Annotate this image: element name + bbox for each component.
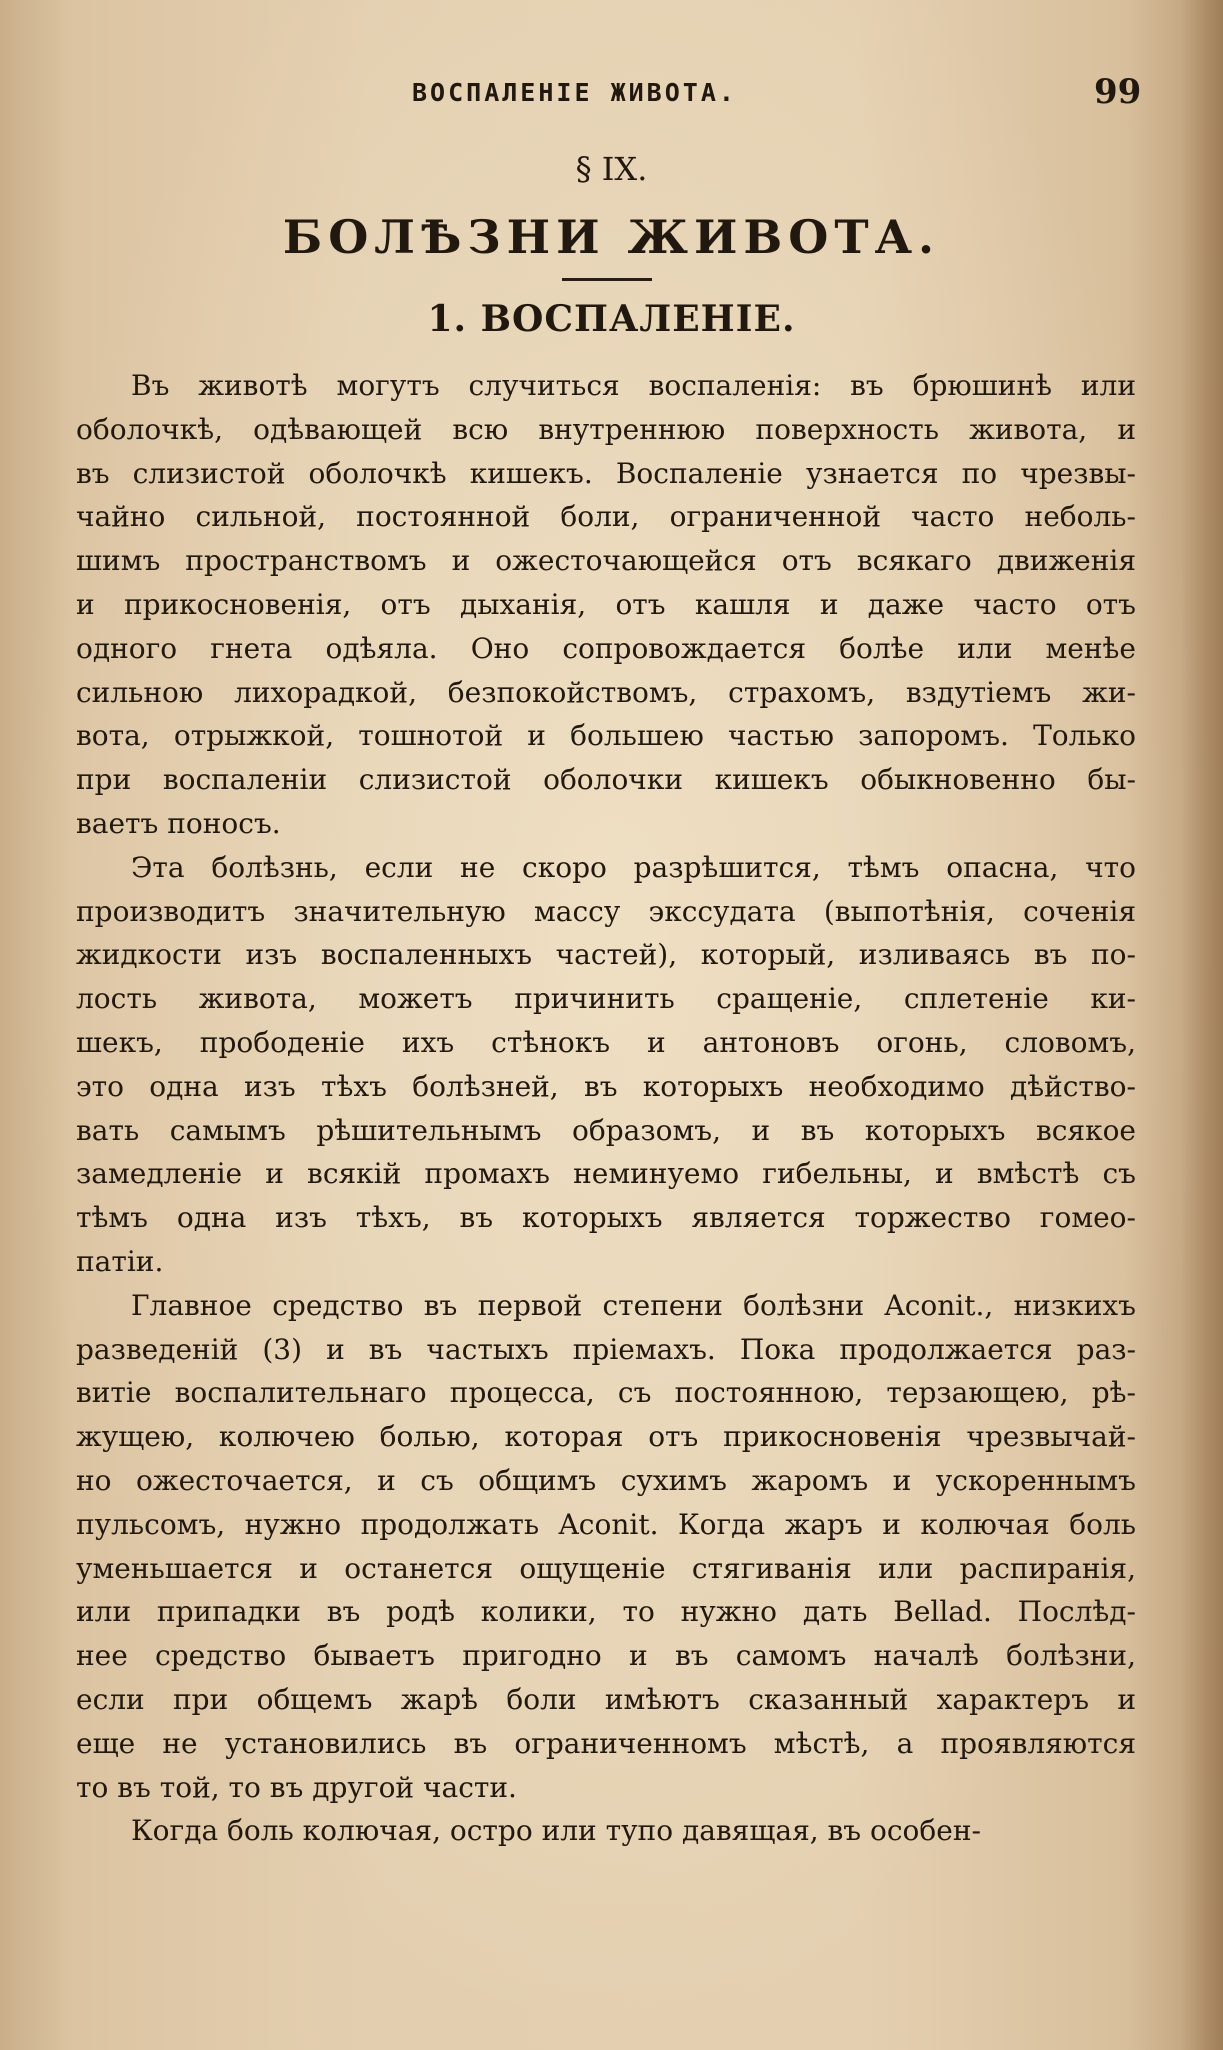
text-line: это одна изъ тѣхъ болѣзней, въ которыхъ необходимо дѣйство- [76,1069,1136,1103]
text-line: Когда боль колючая, остро или тупо давящая, въ особен- [131,1814,981,1848]
paragraph [76,1284,1136,1810]
text-line: жидкости изъ воспаленныхъ частей), который, изливаясь въ по- [76,938,1136,972]
chapter-title: БОЛѢЗНИ ЖИВОТА. [282,210,941,264]
text-line: разведеній (3) и въ частыхъ пріемахъ. Пока продолжается раз- [76,1332,1136,1366]
text-line: производитъ значительную массу экссудата (выпотѣнія, соченія [76,894,1136,928]
text-line: чайно сильной, постоянной боли, ограниченной часто неболь- [76,500,1136,534]
paragraph [76,364,1136,846]
text-line: витіе воспалительнаго процесса, съ постоянною, терзающею, рѣ- [76,1376,1136,1410]
page-number: 99 [1094,72,1142,112]
text-line: тѣмъ одна изъ тѣхъ, въ которыхъ является торжество гомео- [76,1201,1136,1235]
text-line: уменьшается и останется ощущеніе стягиванія или распиранія, [76,1551,1136,1585]
text-line: Въ животѣ могутъ случиться воспаленія: въ брюшинѣ или [131,369,1136,402]
text-line: или припадки въ родѣ колики, то нужно дать Bellad. Послѣд- [76,1595,1136,1629]
text-line: замедленіе и всякій промахъ неминуемо гибельны, и вмѣстѣ съ [76,1157,1136,1191]
text-line: оболочкѣ, одѣвающей всю внутреннюю поверхность живота, и [76,412,1136,446]
text-line: и прикосновенія, отъ дыханія, отъ кашля и даже часто отъ [76,587,1136,621]
text-line: пульсомъ, нужно продолжать Aconit. Когда жаръ и колючая боль [76,1507,1136,1541]
running-title: ВОСПАЛЕНІЕ ЖИВОТА. [412,78,737,107]
text-line: лость живота, можетъ причинить сращеніе, сплетеніе ки- [76,982,1136,1016]
section-subtitle: 1. ВОСПАЛЕНІЕ. [427,298,796,340]
text-line: жущею, колючею болью, которая отъ прикосновенія чрезвычай- [76,1420,1136,1454]
text-line: въ слизистой оболочкѣ кишекъ. Воспаленіе узнается по чрезвы- [76,456,1136,490]
text-line: вать самымъ рѣшительнымъ образомъ, и въ которыхъ всякое [76,1113,1136,1147]
text-line: еще не установились въ ограниченномъ мѣстѣ, а проявляются [76,1726,1136,1760]
running-head [0,72,1223,112]
paragraph [76,846,1136,1284]
text-line: при воспаленіи слизистой оболочки кишекъ обыкновенно бы- [76,763,1136,797]
section-mark: § IX. [575,150,648,188]
text-line: то въ той, то въ другой части. [76,1770,517,1804]
body-text [76,364,1136,1853]
text-line: сильною лихорадкой, безпокойствомъ, страхомъ, вздутіемъ жи- [76,675,1136,709]
text-line: если при общемъ жарѣ боли имѣютъ сказанный характеръ и [76,1682,1136,1716]
title-rule [562,278,652,281]
text-line: но ожесточается, и съ общимъ сухимъ жаромъ и ускореннымъ [76,1463,1136,1497]
text-line: одного гнета одѣяла. Оно сопровождается болѣе или менѣе [76,631,1136,665]
text-line: патіи. [76,1244,164,1278]
text-line: шекъ, прободеніе ихъ стѣнокъ и антоновъ огонь, словомъ, [76,1025,1136,1059]
text-line: вота, отрыжкой, тошнотой и большею частью запоромъ. Только [76,719,1136,753]
text-line: ваетъ поносъ. [76,806,281,840]
text-line: Эта болѣзнь, если не скоро разрѣшится, тѣмъ опасна, что [131,850,1136,884]
text-line: нее средство бываетъ пригодно и въ самомъ началѣ болѣзни, [76,1639,1136,1673]
paragraph [76,1809,1136,1853]
text-line: Главное средство въ первой степени болѣзни Aconit., низкихъ [131,1288,1136,1322]
text-line: шимъ пространствомъ и ожесточающейся отъ всякаго движенія [76,544,1136,578]
